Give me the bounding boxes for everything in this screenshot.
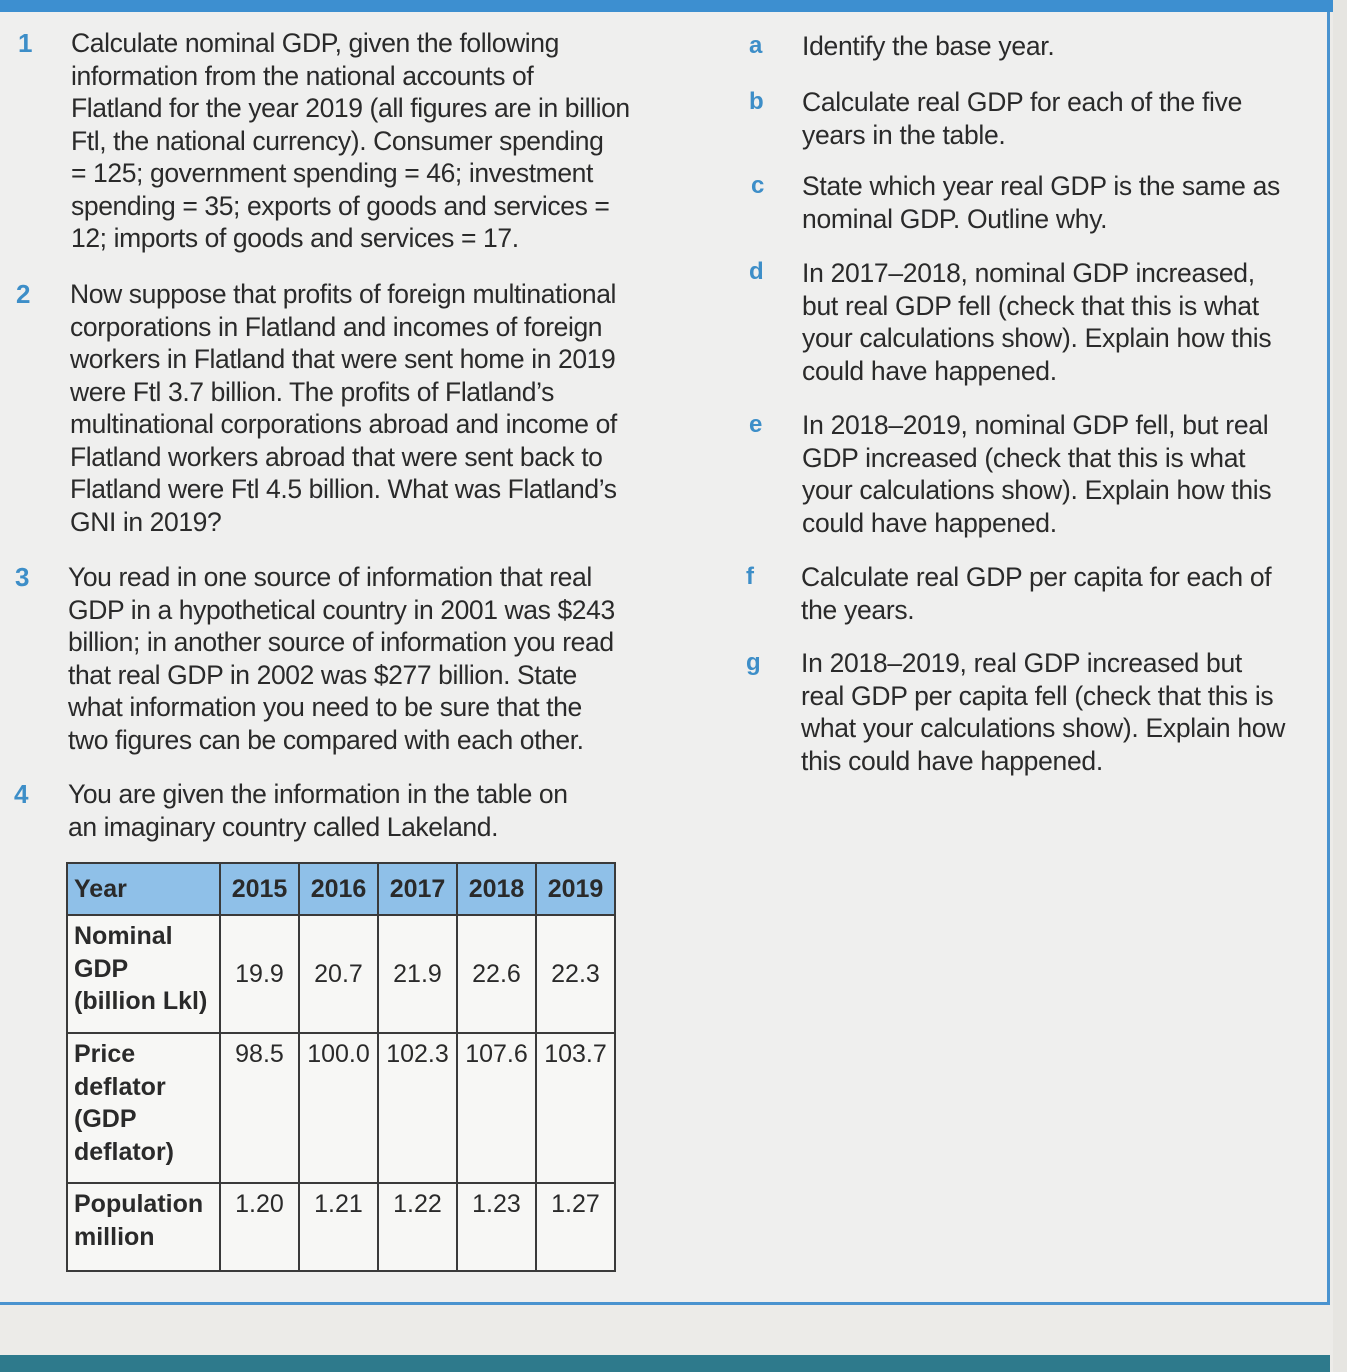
table-cell: 103.7 xyxy=(536,1033,615,1183)
table-cell: 1.21 xyxy=(299,1183,378,1271)
question-2-line: Now suppose that profits of foreign multinational xyxy=(70,279,617,309)
question-4-number: 4 xyxy=(14,779,29,809)
sub-question-line: Identify the base year. xyxy=(802,31,1055,61)
sub-question-line: State which year real GDP is the same as xyxy=(802,171,1280,201)
sub-question-line: Calculate real GDP for each of the five xyxy=(802,87,1243,117)
table-cell: 21.9 xyxy=(378,915,457,1033)
table-cell: 1.20 xyxy=(220,1183,299,1271)
row-label xyxy=(67,1033,220,1183)
table-cell: 107.6 xyxy=(457,1033,536,1183)
sub-question-g-text xyxy=(801,647,1285,777)
question-1-line: Flatland for the year 2019 (all figures are in billion xyxy=(71,93,630,123)
sub-question-line: nominal GDP. Outline why. xyxy=(802,203,1108,234)
question-2-line: multinational corporations abroad and income of xyxy=(70,409,617,439)
table-header-cell: 2017 xyxy=(378,863,457,915)
table-cell: 1.23 xyxy=(457,1183,536,1271)
table-header-row xyxy=(67,863,615,915)
question-3-line: You read in one source of information that real xyxy=(68,562,592,592)
sub-question-line: In 2017–2018, nominal GDP increased, xyxy=(802,258,1255,288)
table-header-cell: 2018 xyxy=(457,863,536,915)
row-label-line: Price xyxy=(74,1040,136,1068)
question-2-text xyxy=(70,278,617,538)
table-row xyxy=(67,915,615,1033)
sub-question-line: In 2018–2019, nominal GDP fell, but real xyxy=(802,410,1269,440)
bottom-accent-band xyxy=(0,1355,1330,1372)
table-header-cell: 2016 xyxy=(299,863,378,915)
sub-question-line: this could have happened. xyxy=(801,745,1103,776)
question-2-line: were Ftl 3.7 billion. The profits of Flatland’s xyxy=(70,376,554,407)
question-1-text xyxy=(71,27,630,255)
row-label xyxy=(67,915,220,1033)
question-3-line: what information you need to be sure that the xyxy=(68,692,582,722)
question-2-line: Flatland were Ftl 4.5 billion. What was Flatland’s xyxy=(70,474,617,504)
table-header-cell: Year xyxy=(67,863,220,915)
question-2-line: Flatland workers abroad that were sent back to xyxy=(70,441,603,472)
top-accent-bar xyxy=(0,0,1347,12)
sub-question-c-text xyxy=(802,170,1280,235)
question-2-number: 2 xyxy=(16,279,31,309)
sub-question-d-letter: d xyxy=(749,258,764,285)
sub-question-line: could have happened. xyxy=(802,507,1057,538)
row-label-line: GDP xyxy=(74,954,129,983)
sub-question-line: your calculations show). Explain how this xyxy=(802,475,1272,505)
row-label-line: Population xyxy=(74,1190,204,1218)
table-cell: 1.22 xyxy=(378,1183,457,1271)
table-cell: 22.3 xyxy=(536,915,615,1033)
question-1-line: Calculate nominal GDP, given the following xyxy=(71,28,559,58)
question-4-line: You are given the information in the table on xyxy=(68,779,568,809)
table-header-cell: 2015 xyxy=(220,863,299,915)
sub-question-line: could have happened. xyxy=(802,355,1057,386)
question-4-line: an imaginary country called Lakeland. xyxy=(68,811,499,842)
sub-question-e-text xyxy=(802,409,1271,539)
row-label-line: Nominal xyxy=(74,922,173,950)
sub-question-line: your calculations show). Explain how this xyxy=(802,323,1272,353)
question-2-line: corporations in Flatland and incomes of foreign xyxy=(70,311,603,342)
row-label-line: million xyxy=(74,1222,155,1251)
table-cell: 1.27 xyxy=(536,1183,615,1271)
question-3-line: GDP in a hypothetical country in 2001 was $243 xyxy=(68,594,615,625)
table-cell: 102.3 xyxy=(378,1033,457,1183)
sub-question-line: GDP increased (check that this is what xyxy=(802,442,1246,473)
question-1-line: spending = 35; exports of goods and services = xyxy=(71,190,610,221)
question-4-text xyxy=(68,778,568,843)
row-label-line: deflator) xyxy=(74,1137,174,1166)
row-label xyxy=(67,1183,220,1271)
sub-question-line: Calculate real GDP per capita for each of xyxy=(801,562,1272,592)
sub-question-a-letter: a xyxy=(749,32,763,59)
table-cell: 98.5 xyxy=(220,1033,299,1183)
sub-question-b-text xyxy=(802,86,1242,151)
sub-question-line: real GDP per capita fell (check that this is xyxy=(801,680,1274,711)
lakeland-data-table xyxy=(66,862,616,1272)
sub-question-b-letter: b xyxy=(749,88,764,115)
table-row xyxy=(67,1183,615,1271)
question-1-line: 12; imports of goods and services = 17. xyxy=(71,223,519,253)
sub-question-f-letter: f xyxy=(746,563,754,590)
table-cell: 20.7 xyxy=(299,915,378,1033)
table-header-cell: 2019 xyxy=(536,863,615,915)
row-label-line: (billion Lkl) xyxy=(74,987,208,1015)
question-1-line: information from the national accounts of xyxy=(71,60,534,91)
sub-question-f-text xyxy=(801,561,1271,626)
table-cell: 19.9 xyxy=(220,915,299,1033)
table-cell: 22.6 xyxy=(457,915,536,1033)
page-edge xyxy=(1333,0,1347,1372)
question-1-line: = 125; government spending = 46; investment xyxy=(71,158,593,188)
question-2-line: GNI in 2019? xyxy=(70,506,222,537)
question-3-line: billion; in another source of information you read xyxy=(68,627,614,657)
question-3-line: that real GDP in 2002 was $277 billion. State xyxy=(68,659,577,690)
question-2-line: workers in Flatland that were sent home in 2019 xyxy=(70,344,616,374)
sub-question-line: the years. xyxy=(801,594,915,625)
question-1-line: Ftl, the national currency). Consumer spending xyxy=(71,125,604,156)
sub-question-line: In 2018–2019, real GDP increased but xyxy=(801,648,1242,678)
sub-question-d-text xyxy=(802,257,1271,387)
table-row xyxy=(67,1033,615,1183)
question-3-number: 3 xyxy=(15,562,30,592)
row-label-line: (GDP xyxy=(74,1105,137,1133)
question-3-line: two figures can be compared with each other. xyxy=(68,724,584,755)
question-3-text xyxy=(68,561,615,756)
sub-question-c-letter: c xyxy=(751,172,765,199)
sub-question-g-letter: g xyxy=(746,649,761,676)
question-1-number: 1 xyxy=(18,28,33,58)
sub-question-line: but real GDP fell (check that this is what xyxy=(802,290,1259,321)
sub-question-line: years in the table. xyxy=(802,119,1006,150)
sub-question-e-letter: e xyxy=(749,411,763,438)
table-cell: 100.0 xyxy=(299,1033,378,1183)
sub-question-line: what your calculations show). Explain how xyxy=(801,713,1286,743)
sub-question-a-text xyxy=(802,30,1054,63)
row-label-line: deflator xyxy=(74,1072,166,1101)
